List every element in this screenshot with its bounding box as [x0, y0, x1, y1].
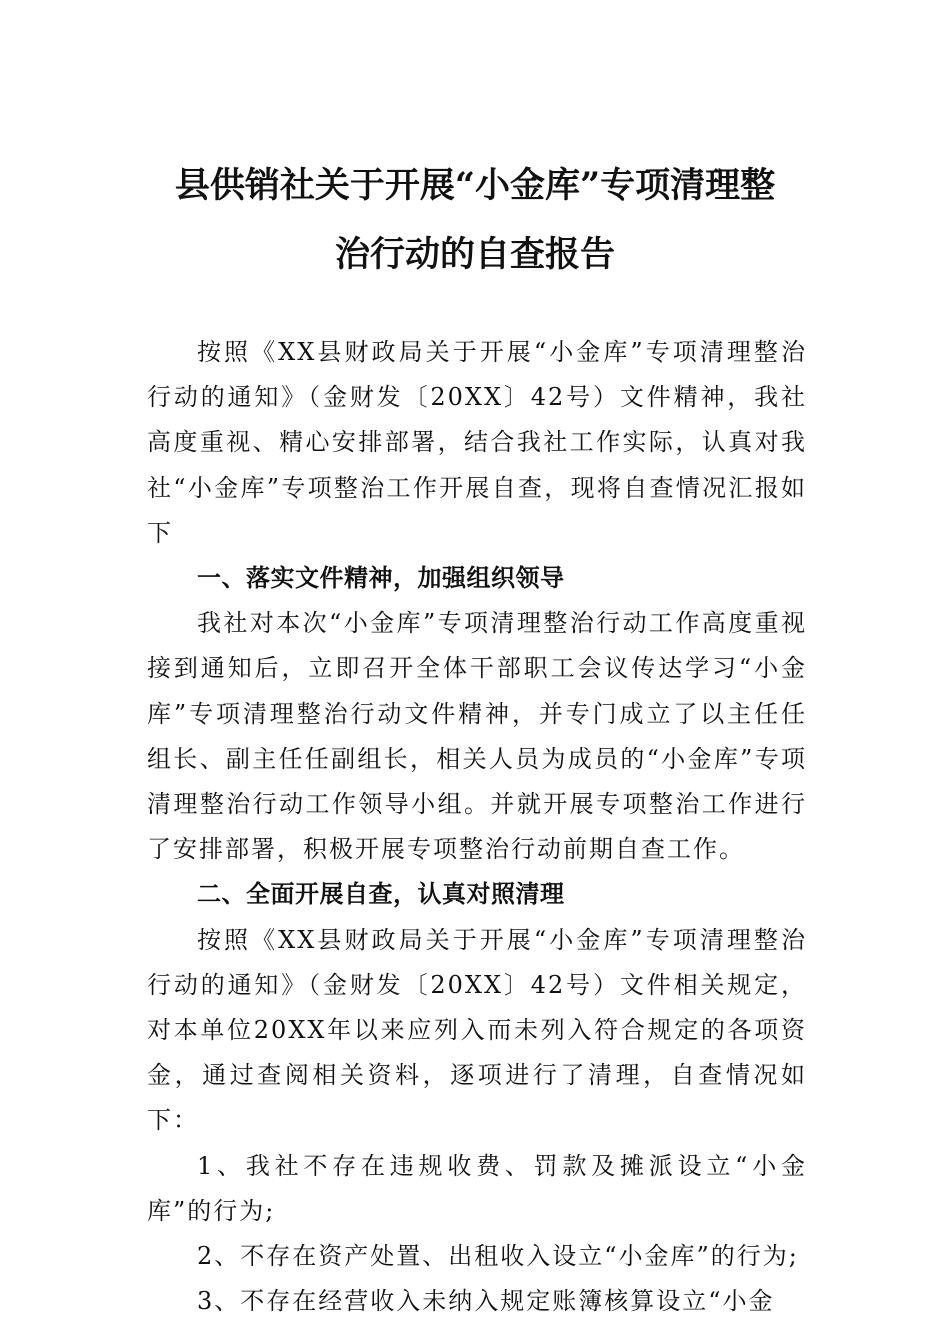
document-title-line-1: 县供销社关于开展“小金库”专项清理整: [174, 165, 776, 206]
intro-paragraph: 按照《XX县财政局关于开展“小金库”专项清理整治行动的通知》（金财发〔20XX〕42号）文件精神，我社高度重视、精心安排部署，结合我社工作实际，认真对我社“小金库”专项整治工作开展自查，现将自查情况汇报如下: [147, 338, 807, 547]
list-item-2: 2、不存在资产处置、出租收入设立“小金库”的行为;: [197, 1242, 799, 1271]
list-item-1: 1、我社不存在违规收费、罚款及摊派设立“小金库”的行为;: [147, 1151, 807, 1225]
section-heading-2: 二、全面开展自查，认真对照清理: [197, 880, 565, 909]
document-title-line-2: 治行动的自查报告: [334, 234, 615, 275]
section-2-paragraph: 按照《XX县财政局关于开展“小金库”专项清理整治行动的通知》（金财发〔20XX〕42号）文件相关规定，对本单位20XX年以来应列入而未列入符合规定的各项资金，通过查阅相关资料，逐项进行了清理，自查情况如下：: [147, 925, 807, 1135]
section-1-paragraph: 我社对本次“小金库”专项清理整治行动工作高度重视接到通知后，立即召开全体干部职工会议传达学习“小金库”专项清理整治行动文件精神，并专门成立了以主任任组长、副主任任副组长，相关人员为成员的“小金库”专项清理整治行动工作领导小组。并就开展专项整治工作进行了安排部署，积极开展专项整治行动前期自查工作。: [147, 609, 807, 864]
section-heading-1: 一、落实文件精神，加强组织领导: [197, 564, 565, 593]
list-item-3: 3、不存在经营收入未纳入规定账簿核算设立“小金: [197, 1287, 775, 1316]
document-body: [147, 330, 807, 1324]
